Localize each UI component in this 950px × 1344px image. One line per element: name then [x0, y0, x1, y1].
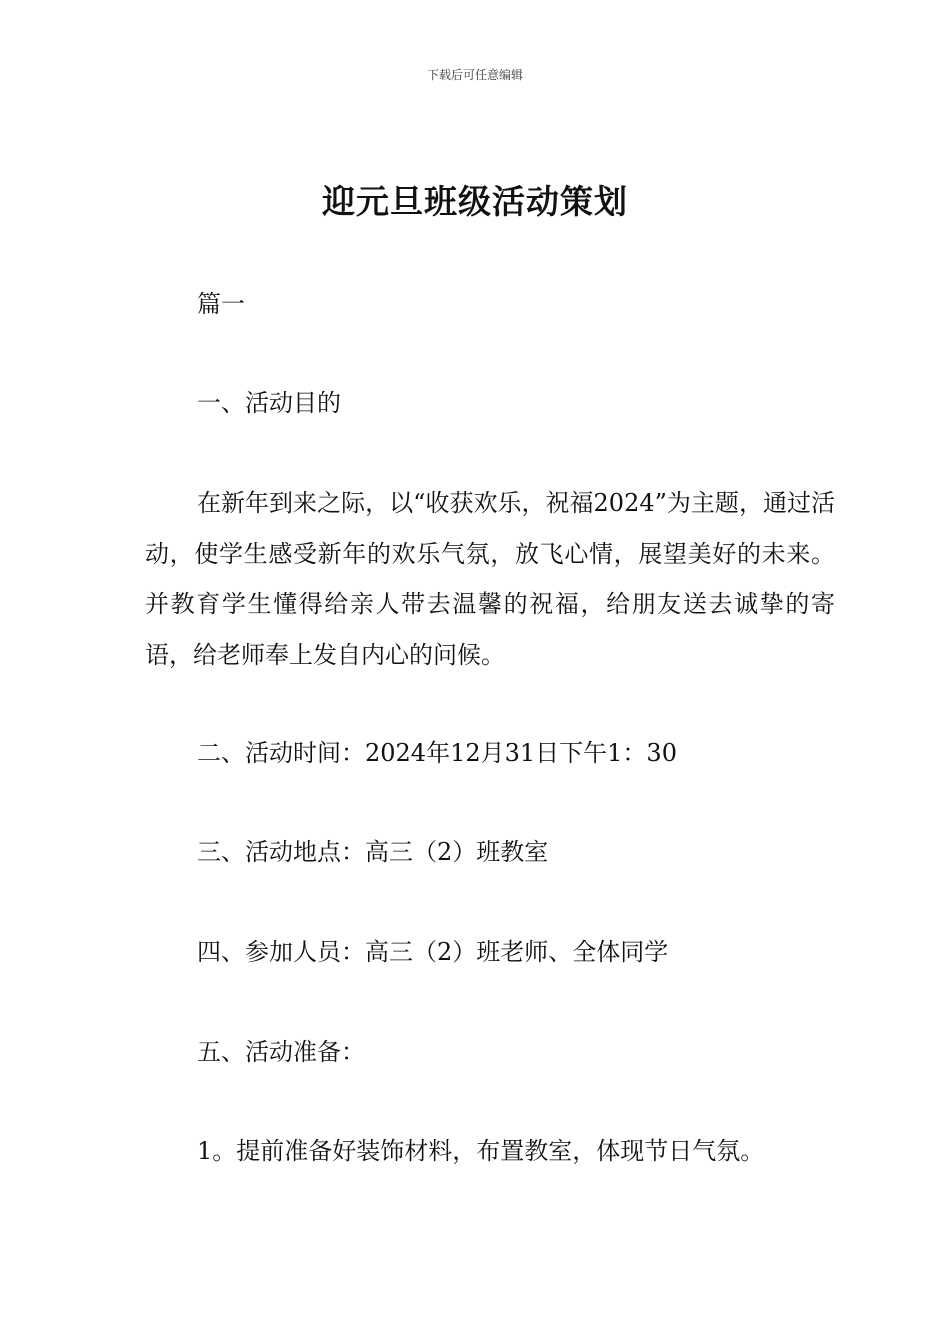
place-line: 三、活动地点：高三（2）班教室 [197, 838, 549, 866]
header-note: 下载后可任意编辑 [426, 68, 523, 82]
purpose-paragraph: 在新年到来之际，以“收获欢乐，祝福2024”为主题，通过活动，使学生感受新年的欢乐气氛，放飞心情，展望美好的未来。并教育学生懂得给亲人带去温馨的祝福，给朋友送去诚挚的寄语，给老师奉上发自内心的问候。 [145, 489, 835, 669]
section-label: 篇一 [197, 290, 245, 318]
participants-line: 四、参加人员：高三（2）班老师、全体同学 [197, 938, 669, 966]
preparation-heading: 五、活动准备： [197, 1038, 365, 1066]
purpose-heading: 一、活动目的 [197, 389, 341, 417]
document-title: 迎元旦班级活动策划 [322, 182, 628, 221]
time-line: 二、活动时间：2024年12月31日下午1：30 [197, 739, 677, 767]
preparation-item: 1。提前准备好装饰材料，布置教室，体现节日气氛。 [197, 1137, 765, 1165]
